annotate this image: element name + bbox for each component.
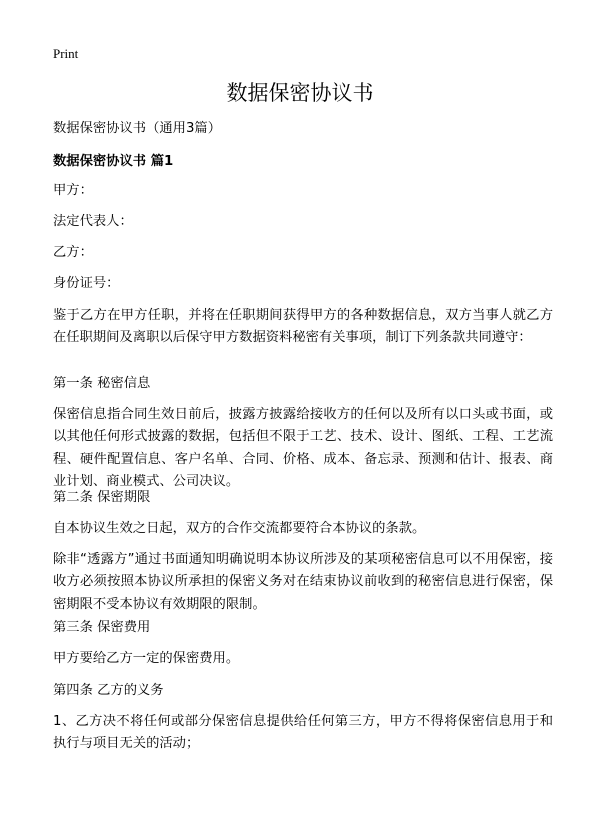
article-4-title: 第四条 乙方的义务 <box>53 683 164 698</box>
party-b-label: 乙方： <box>53 245 93 260</box>
article-3-body: 甲方要给乙方一定的保密费用。 <box>53 651 240 666</box>
party-a-label: 甲方： <box>53 183 93 198</box>
article-3-title: 第三条 保密费用 <box>53 620 151 635</box>
legal-representative-label: 法定代表人： <box>53 214 133 229</box>
document-subtitle: 数据保密协议书（通用3篇） <box>53 121 222 136</box>
article-4-item-1: 1、乙方决不将任何或部分保密信息提供给任何第三方，甲方不得将保密信息用于和执行与项目无关的活动； <box>53 714 553 752</box>
print-label: Print <box>53 46 79 61</box>
article-2-body-1: 自本协议生效之日起，双方的合作交流都要符合本协议的条款。 <box>53 521 426 536</box>
id-number-label: 身份证号： <box>53 276 120 291</box>
document-title: 数据保密协议书 <box>226 81 374 105</box>
article-2-body-2: 除非“透露方”通过书面通知明确说明本协议所涉及的某项秘密信息可以不用保密，接收方必须按照本协议所承担的保密义务对在结束协议前收到的秘密信息进行保密，保密期限不受本协议有效期限的限制。 <box>53 552 553 612</box>
preamble-paragraph: 鉴于乙方在甲方任职，并将在任职期间获得甲方的各种数据信息，双方当事人就乙方在任职期间及离职以后保守甲方数据资料秘密有关事项，制订下列条款共同遵守： <box>53 308 553 346</box>
article-1-body: 保密信息指合同生效日前后，披露方披露给接收方的任何以及所有以口头或书面，或以其他任何形式披露的数据，包括但不限于工艺、技术、设计、图纸、工程、工艺流程、硬件配置信息、客户名单、合同、价格、成本、备忘录、预测和估计、报表、商业计划、商业模式、公司决议。 <box>53 407 553 490</box>
article-2-title: 第二条 保密期限 <box>53 490 151 505</box>
article-1-title: 第一条 秘密信息 <box>53 376 151 391</box>
section-heading: 数据保密协议书 篇1 <box>53 154 174 169</box>
